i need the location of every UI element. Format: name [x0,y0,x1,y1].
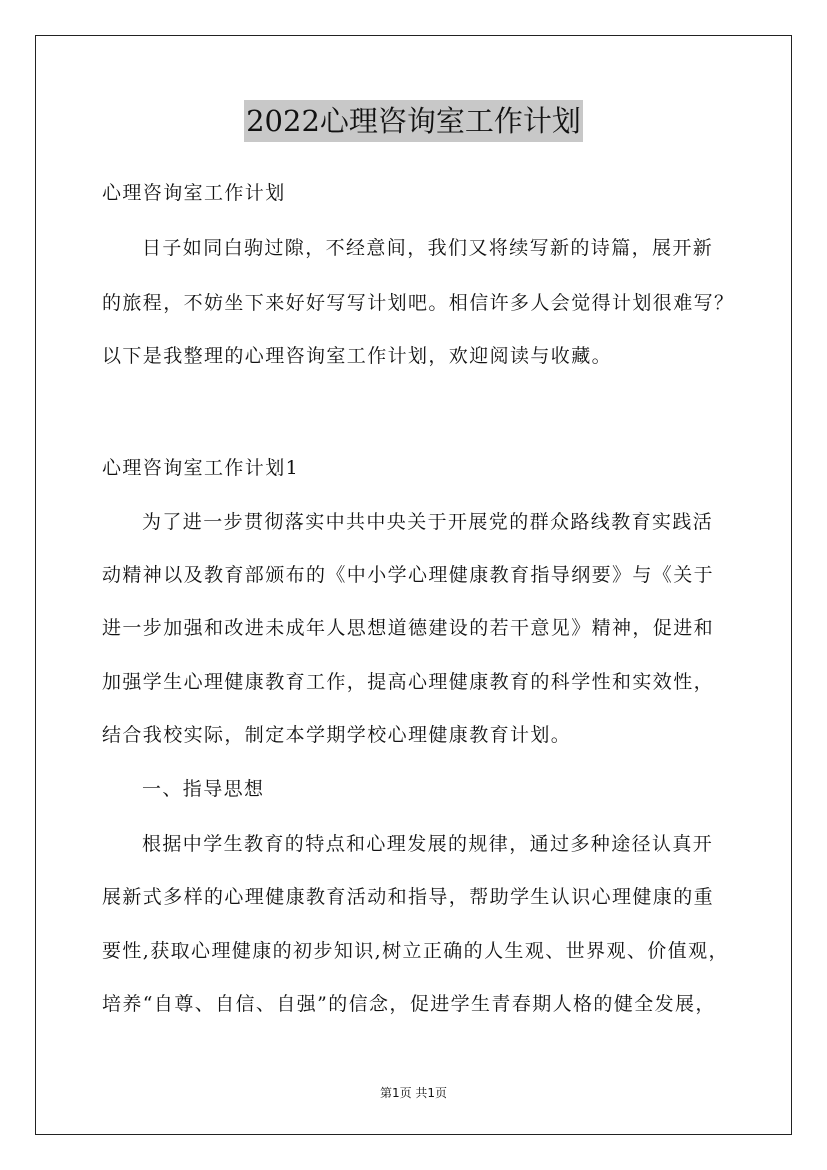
paragraph-line: 动精神以及教育部颁布的《中小学心理健康教育指导纲要》与《关于 [102,564,715,586]
page-number-footer: 第1页 共1页 [379,1086,448,1100]
paragraph-line: 结合我校实际，制定本学期学校心理健康教育计划。 [102,724,572,746]
paragraph-line: 以下是我整理的心理咨询室工作计划，欢迎阅读与收藏。 [102,345,613,367]
title-container [0,100,827,142]
subsection-heading: 一、指导思想 [142,778,265,800]
paragraph-line: 进一步加强和改进未成年人思想道德建设的若干意见》精神，促进和 [102,617,715,639]
paragraph-line: 加强学生心理健康教育工作，提高心理健康教育的科学性和实效性， [102,671,715,693]
section-heading: 心理咨询室工作计划1 [102,457,300,479]
paragraph-line: 展新式多样的心理健康教育活动和指导，帮助学生认识心理健康的重 [102,886,715,908]
paragraph-line: 根据中学生教育的特点和心理发展的规律，通过多种途径认真开 [142,833,714,855]
paragraph-line: 日子如同白驹过隙，不经意间，我们又将续写新的诗篇，展开新 [142,237,714,259]
section-heading: 心理咨询室工作计划 [102,182,286,204]
paragraph-line: 培养“自尊、自信、自强”的信念，促进学生青春期人格的健全发展， [102,993,716,1015]
paragraph-line: 为了进一步贯彻落实中共中央关于开展党的群众路线教育实践活 [142,511,714,533]
paragraph-line: 要性,获取心理健康的初步知识,树立正确的人生观、世界观、价值观， [102,940,729,962]
document-title: 2022心理咨询室工作计划 [244,100,583,142]
paragraph-line: 的旅程，不妨坐下来好好写写计划吧。相信许多人会觉得计划很难写？ [102,292,735,314]
